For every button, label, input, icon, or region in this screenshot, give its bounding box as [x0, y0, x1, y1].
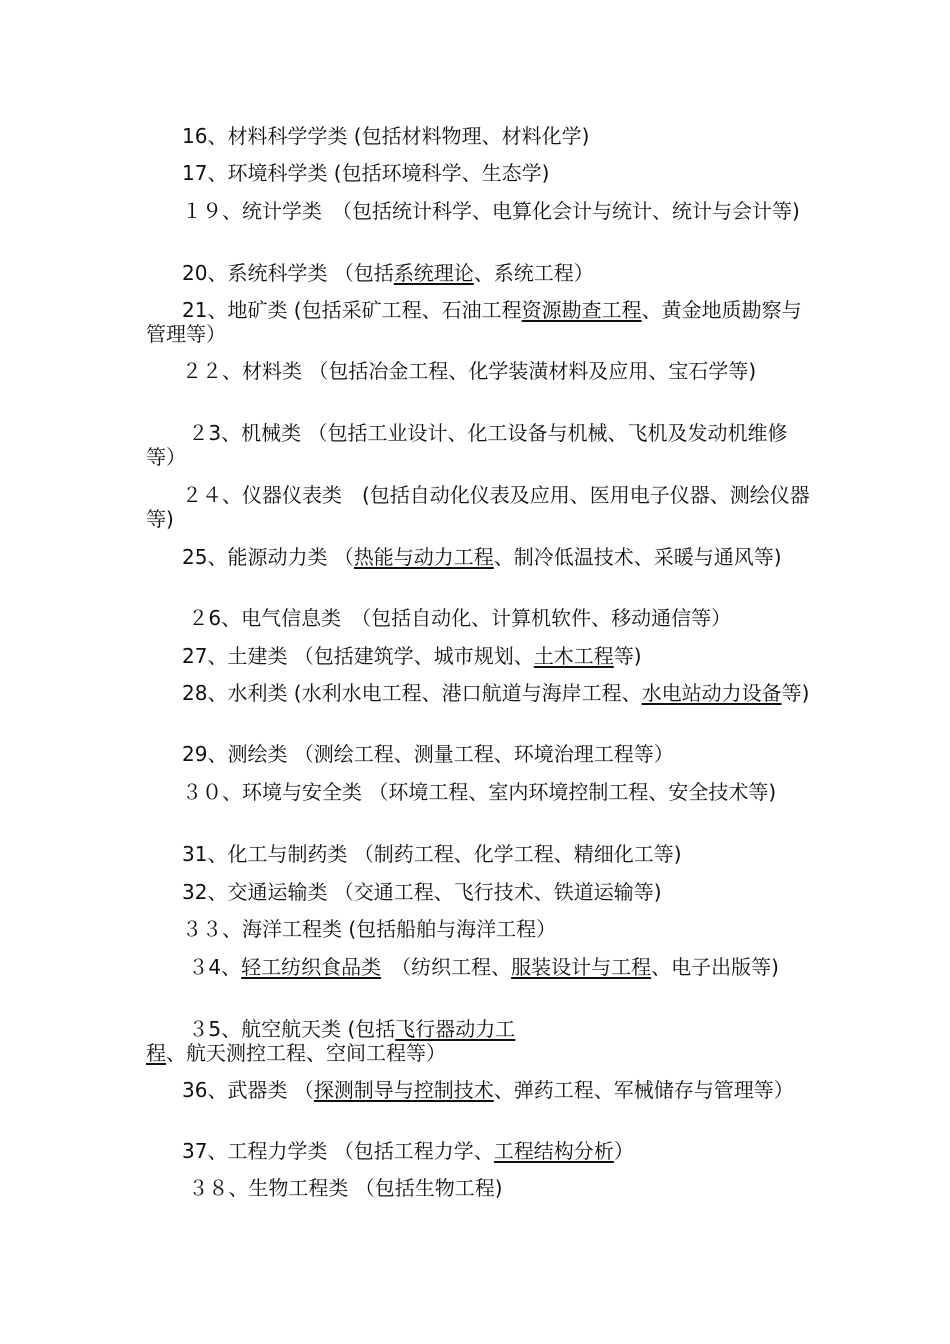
list-item	[146, 421, 810, 469]
underlined-term: 服装设计与工程	[511, 955, 652, 979]
entry-text: 、电子出版等)	[651, 955, 779, 979]
list-item	[146, 1017, 810, 1065]
list-item	[146, 742, 810, 766]
entry-text: 25、能源动力类 （	[182, 545, 354, 569]
entry-text: ２3、机械类 （包括工业设计、化工设备与机械、飞机及发动机维修等）	[146, 421, 788, 469]
entry-text: ２４、仪器仪表类 (包括自动化仪表及应用、医用电子仪器、测绘仪器等)	[146, 483, 810, 531]
entry-text: ３4、	[182, 955, 242, 979]
underlined-term: 水电站动力设备	[641, 681, 782, 705]
list-item	[146, 842, 810, 866]
entry-text: 、弹药工程、军械储存与管理等）	[493, 1078, 794, 1102]
list-item	[146, 955, 810, 979]
entry-text: 16、材料科学学类 (包括材料物理、材料化学)	[182, 124, 590, 148]
underlined-term: 工程结构分析	[493, 1139, 614, 1163]
list-item	[146, 161, 810, 185]
list-item	[146, 644, 810, 668]
list-item	[146, 545, 810, 569]
entry-text: ２6、电气信息类 （包括自动化、计算机软件、移动通信等）	[182, 606, 732, 630]
list-item	[146, 880, 810, 904]
list-item	[146, 1139, 810, 1163]
entry-text: 等)	[613, 644, 642, 668]
underlined-term: 系统理论	[393, 261, 474, 285]
entry-text: ）	[613, 1139, 634, 1163]
entry-text: １９、统计学类 （包括统计科学、电算化会计与统计、统计与会计等)	[182, 199, 800, 223]
entry-text: 20、系统科学类 （包括	[182, 261, 394, 285]
list-item	[146, 1176, 810, 1200]
entry-text: 、黄金地质勘察与管理等）	[146, 298, 802, 346]
list-item	[146, 681, 810, 705]
underlined-term: 土木工程	[533, 644, 614, 668]
entry-text: 、系统工程）	[473, 261, 594, 285]
list-item	[146, 606, 810, 630]
entry-text: 29、测绘类 （测绘工程、测量工程、环境治理工程等）	[182, 742, 674, 766]
list-item	[146, 261, 810, 285]
entry-text: 31、化工与制药类 （制药工程、化学工程、精细化工等)	[182, 842, 682, 866]
entry-text: 17、环境科学类 (包括环境科学、生态学)	[182, 161, 550, 185]
underlined-term: 热能与动力工程	[353, 545, 494, 569]
entry-text: 32、交通运输类 （交通工程、飞行技术、铁道运输等)	[182, 880, 662, 904]
list-item	[146, 483, 810, 531]
entry-text: 、制冷低温技术、采暖与通风等)	[493, 545, 782, 569]
list-item	[146, 780, 810, 804]
entry-text: ２２、材料类 （包括冶金工程、化学装潢材料及应用、宝石学等)	[182, 359, 757, 383]
list-item	[146, 298, 810, 346]
entry-text: ３5、航空航天类 (包括	[182, 1017, 396, 1041]
entry-text: ３３、海洋工程类 (包括船舶与海洋工程）	[182, 917, 557, 941]
entry-text: 、航天测控工程、空间工程等）	[166, 1041, 446, 1065]
entry-text: ３８、生物工程类 （包括生物工程)	[182, 1176, 503, 1200]
list-item	[146, 1078, 810, 1102]
underlined-term: 飞行器动力工程	[146, 1017, 516, 1065]
list-item	[146, 359, 810, 383]
list-item	[146, 124, 810, 148]
list-item	[146, 199, 810, 223]
underlined-term: 轻工纺织食品类	[241, 955, 382, 979]
underlined-term: 探测制导与控制技术	[313, 1078, 494, 1102]
entry-text: 37、工程力学类 （包括工程力学、	[182, 1139, 494, 1163]
entry-text: 21、地矿类 (包括采矿工程、石油工程	[182, 298, 522, 322]
list-item	[146, 917, 810, 941]
entry-text: 27、土建类 （包括建筑学、城市规划、	[182, 644, 534, 668]
underlined-term: 资源勘查工程	[521, 298, 642, 322]
entry-text: 等)	[781, 681, 810, 705]
entry-text: （纺织工程、	[381, 955, 512, 979]
entry-text: 28、水利类 (水利水电工程、港口航道与海岸工程、	[182, 681, 642, 705]
entry-text: 36、武器类 （	[182, 1078, 314, 1102]
entry-text: ３０、环境与安全类 （环境工程、室内环境控制工程、安全技术等)	[182, 780, 777, 804]
